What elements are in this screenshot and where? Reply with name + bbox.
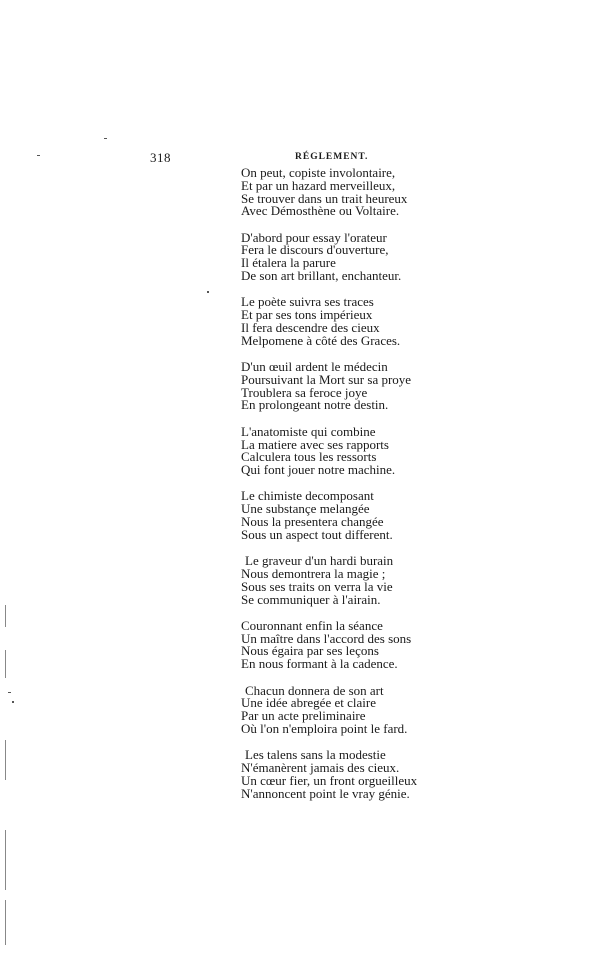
verse-line: Nous la presentera changée xyxy=(241,514,384,530)
verse-line: On peut, copiste involontaire, xyxy=(241,165,396,180)
poem xyxy=(241,167,491,814)
verse-line: Par un acte preliminaire xyxy=(241,708,366,724)
stanza xyxy=(241,682,491,736)
verse-line: Et par ses tons impérieux xyxy=(241,307,373,323)
verse-line: Troublera sa feroce joye xyxy=(241,384,368,400)
verse-line: Nous égaira par ses leçons xyxy=(241,643,379,659)
scan-edge-mark xyxy=(5,740,6,780)
scan-edge-mark xyxy=(5,830,6,890)
verse-line: Il fera descendre des cieux xyxy=(241,319,380,335)
verse-line: Avec Démosthène ou Voltaire. xyxy=(241,203,400,219)
ink-speck xyxy=(8,692,11,693)
stanza xyxy=(241,617,491,672)
verse-line: Nous demontrera la magie ; xyxy=(241,565,386,581)
verse-line: De son art brillant, enchanteur. xyxy=(241,268,402,284)
verse-line: N'annoncent point le vray génie. xyxy=(241,785,410,801)
page-number: 318 xyxy=(150,150,171,165)
verse-line: Poursuivant la Mort sur sa proye xyxy=(241,371,412,387)
verse-line: Se communiquer à l'airain. xyxy=(241,591,381,607)
verse-line: Un cœur fier, un front orgueilleux xyxy=(241,772,418,788)
ink-speck xyxy=(12,701,14,703)
verse-line: Une substançe melangée xyxy=(241,501,370,517)
ink-speck xyxy=(37,155,40,156)
verse-line: L'anatomiste qui combine xyxy=(241,423,376,439)
ink-speck xyxy=(207,291,209,293)
verse-line: Les talens sans la modestie xyxy=(245,747,386,763)
verse-line: Il étalera la parure xyxy=(241,255,336,271)
stanza xyxy=(241,423,491,478)
verse-line: La matiere avec ses rapports xyxy=(241,436,389,452)
stanza xyxy=(241,361,491,412)
stanza xyxy=(241,296,491,347)
verse-line: Le poète suivra ses traces xyxy=(241,294,374,310)
verse-line: En nous formant à la cadence. xyxy=(241,656,398,672)
verse-line: Qui font jouer notre machine. xyxy=(241,462,396,478)
verse-line: Le chimiste decomposant xyxy=(241,488,374,504)
verse-line: Se trouver dans un trait heureux xyxy=(241,190,408,206)
verse-line: Fera le discours d'ouverture, xyxy=(241,242,389,258)
verse-line: En prolongeant notre destin. xyxy=(241,397,389,413)
verse-line: D'un œuil ardent le médecin xyxy=(241,359,388,375)
scan-edge-mark xyxy=(5,605,6,627)
scan-edge-mark xyxy=(5,900,6,945)
verse-line: Un maître dans l'accord des sons xyxy=(241,630,412,646)
verse-line: Calculera tous les ressorts xyxy=(241,449,377,465)
verse-line: Et par un hazard merveilleux, xyxy=(241,177,396,193)
verse-line: Chacun donnera de son art xyxy=(245,682,384,698)
running-title: RÉGLEMENT. xyxy=(295,152,369,162)
verse-line: Sous ses traits on verra la vie xyxy=(241,578,393,594)
verse-line: D'abord pour essay l'orateur xyxy=(241,229,387,245)
stanza xyxy=(241,555,491,606)
verse-line: Où l'on n'emploira point le fard. xyxy=(241,720,408,736)
verse-line: Melpomene à côté des Graces. xyxy=(241,332,401,348)
verse-line: Sous un aspect tout different. xyxy=(241,526,393,542)
verse-line: N'émanèrent jamais des cieux. xyxy=(241,759,400,775)
ink-speck xyxy=(104,138,107,139)
verse-line: Le graveur d'un hardi burain xyxy=(245,553,394,569)
stanza xyxy=(241,749,491,800)
verse-line: Une idée abregée et claire xyxy=(241,695,376,711)
scan-edge-mark xyxy=(5,650,6,678)
stanza xyxy=(241,167,491,218)
verse-line: Couronnant enfin la séance xyxy=(241,617,383,633)
stanza xyxy=(241,229,491,284)
stanza xyxy=(241,490,491,541)
